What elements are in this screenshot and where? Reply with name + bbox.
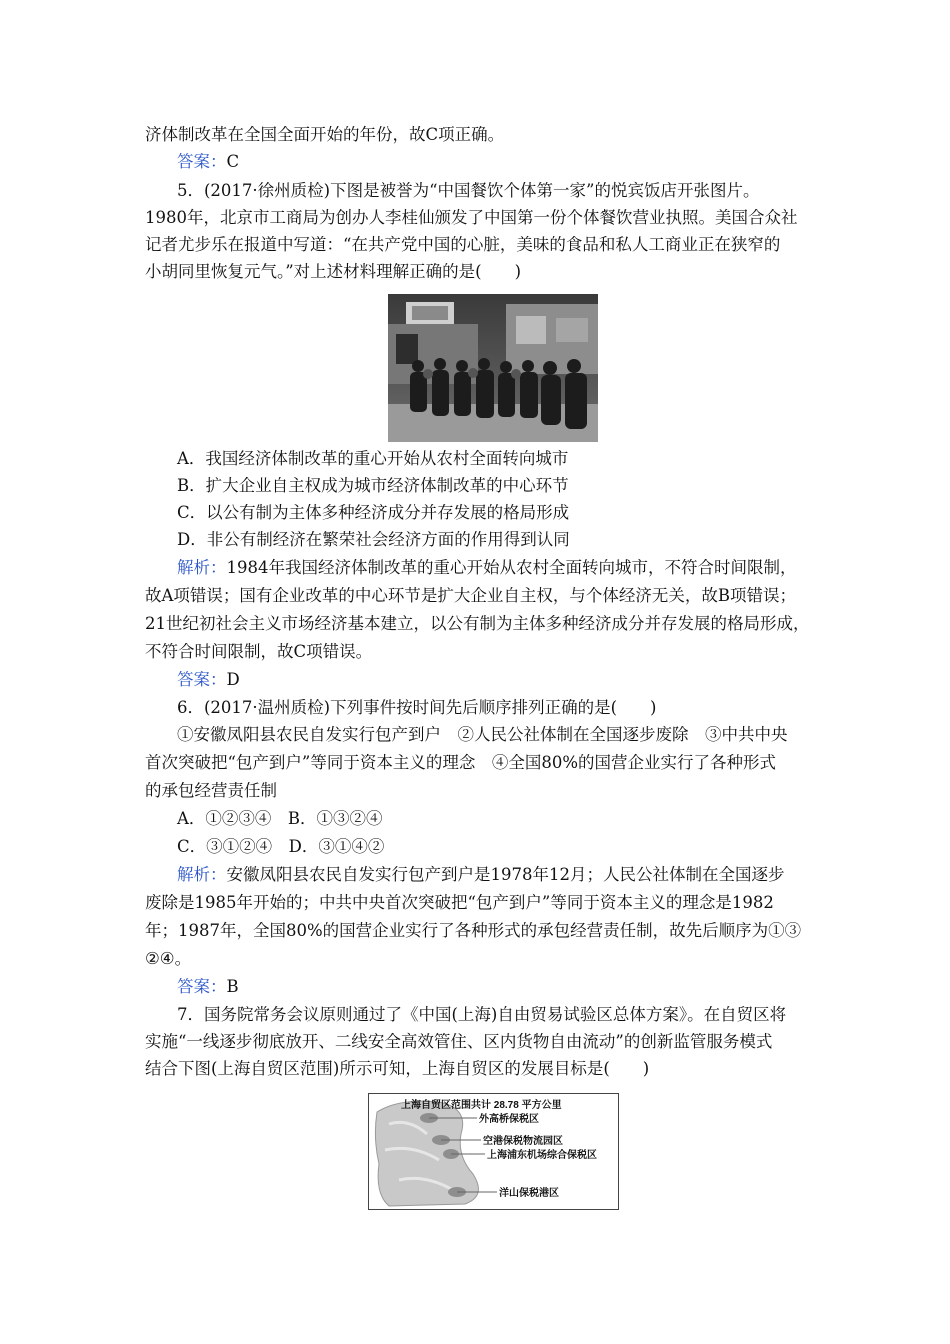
text-line: 1980年，北京市工商局为创办人李桂仙颁发了中国第一份个体餐饮营业执照。美国合众社 — [145, 208, 798, 227]
text-line: 不符合时间限制，故C项错误。 — [145, 642, 373, 661]
text-line: ②④。 — [145, 949, 192, 968]
question-6-stem: 6．(2017·温州质检)下列事件按时间先后顺序排列正确的是( ) — [177, 698, 657, 717]
text-line: 故A项错误；国有企业改革的中心环节是扩大企业自主权，与个体经济无关，故B项错误； — [145, 586, 797, 605]
answer-value: D — [226, 670, 240, 689]
text-line: 21世纪初社会主义市场经济基本建立，以公有制为主体多种经济成分并存发展的格局形成， — [145, 614, 810, 633]
option-5-a: A．我国经济体制改革的重心开始从农村全面转向城市 — [177, 449, 569, 468]
text-line: 的承包经营责任制 — [145, 781, 277, 800]
explanation-5-line — [177, 557, 797, 579]
explanation-6-line — [177, 864, 785, 886]
map-title: 上海自贸区范围共计 28.78 平方公里 — [401, 1100, 562, 1111]
text-line: 实施“一线逐步彻底放开、二线安全高效管住、区内货物自由流动”的创新监管服务模式 — [145, 1032, 773, 1051]
answer-line-5 — [177, 669, 240, 691]
options-6-cd: C．③①②④ D．③①④② — [177, 837, 385, 856]
text-line: 结合下图(上海自贸区范围)所示可知，上海自贸区的发展目标是( ) — [145, 1059, 650, 1078]
zone-label: 外高桥保税区 — [479, 1114, 539, 1125]
text-line: 记者尤步乐在报道中写道：“在共产党中国的心脏，美味的食品和私人工商业正在狭窄的 — [145, 235, 781, 254]
text-line: 年；1987年，全国80%的国营企业实行了各种形式的承包经营责任制，故先后顺序为①③ — [145, 921, 802, 940]
options-6-ab: A．①②③④ B．①③②④ — [177, 809, 383, 828]
option-5-c: C．以公有制为主体多种经济成分并存发展的格局形成 — [177, 503, 570, 522]
explanation-label: 解析： — [177, 558, 227, 577]
answer-label: 答案： — [177, 670, 227, 689]
answer-value: C — [226, 152, 240, 171]
text-line: 济体制改革在全国全面开始的年份，故C项正确。 — [145, 125, 505, 144]
zone-label: 上海浦东机场综合保税区 — [487, 1150, 597, 1161]
explanation-label: 解析： — [177, 865, 227, 884]
question-5-stem: 5．(2017·徐州质检)下图是被誉为“中国餐饮个体第一家”的悦宾饭店开张图片。 — [177, 181, 760, 200]
explanation-text: 安徽凤阳县农民自发实行包产到户是1978年12月；人民公社体制在全国逐步 — [226, 865, 785, 884]
answer-label: 答案： — [177, 152, 227, 171]
text-line: 废除是1985年开始的；中共中央首次突破把“包产到户”等同于资本主义的理念是1982 — [145, 893, 774, 912]
zone-label: 洋山保税港区 — [499, 1188, 559, 1199]
option-5-b: B．扩大企业自主权成为城市经济体制改革的中心环节 — [177, 476, 569, 495]
photo-illustration — [388, 294, 598, 442]
answer-line-4 — [177, 151, 239, 173]
free-trade-zone-map — [368, 1093, 619, 1210]
text-line: 首次突破把“包产到户”等同于资本主义的理念 ④全国80%的国营企业实行了各种形式 — [145, 753, 777, 772]
zone-label: 空港保税物流园区 — [483, 1136, 563, 1147]
map-graphic — [369, 1094, 618, 1209]
answer-value: B — [226, 977, 239, 996]
question-7-stem: 7．国务院常务会议原则通过了《中国(上海)自由贸易试验区总体方案》。在自贸区将 — [177, 1005, 787, 1024]
answer-label: 答案： — [177, 977, 227, 996]
restaurant-opening-photo — [388, 294, 598, 442]
text-line: 小胡同里恢复元气。”对上述材料理解正确的是( ) — [145, 262, 522, 281]
question-6-items: ①安徽凤阳县农民自发实行包产到户 ②人民公社体制在全国逐步废除 ③中共中央 — [177, 725, 788, 744]
option-5-d: D．非公有制经济在繁荣社会经济方面的作用得到认同 — [177, 530, 570, 549]
explanation-text: 1984年我国经济体制改革的重心开始从农村全面转向城市，不符合时间限制， — [226, 558, 797, 577]
answer-line-6 — [177, 976, 239, 998]
